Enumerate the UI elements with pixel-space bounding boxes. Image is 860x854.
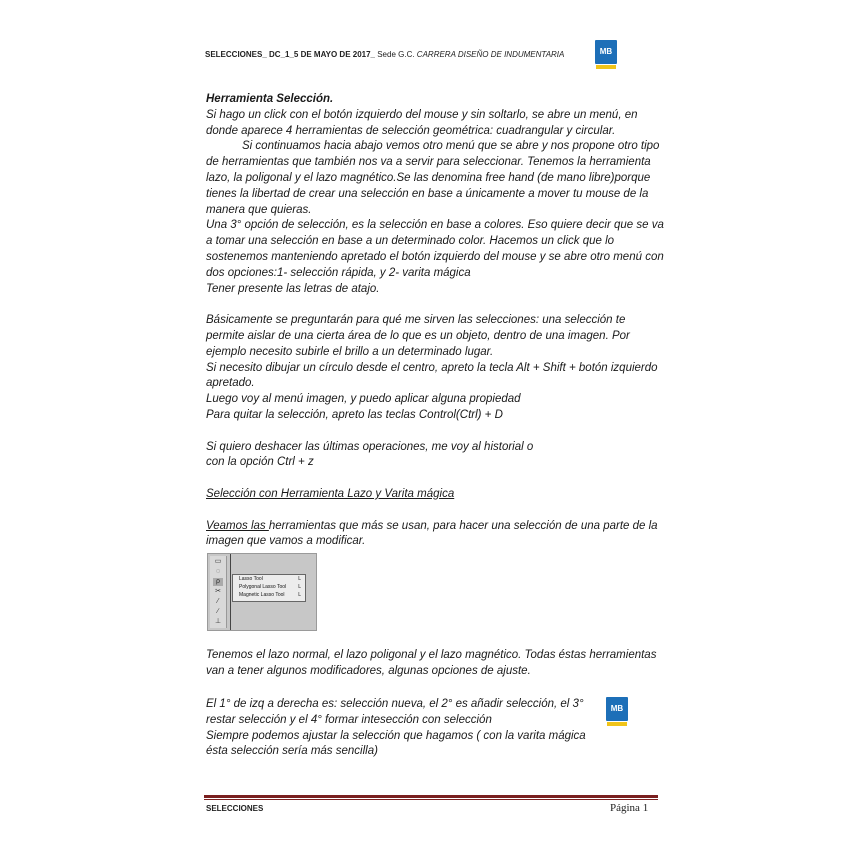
paragraph: Luego voy al menú imagen, y puedo aplicar alguna propiedad: [206, 393, 521, 406]
logo-badge: MB: [595, 40, 617, 64]
page-number: Página 1: [610, 802, 649, 814]
logo-stripe: [596, 65, 616, 69]
document-body-2: [206, 648, 666, 695]
footer-rule-thin: [204, 799, 658, 800]
page-header: [205, 50, 564, 59]
paragraph: Si quiero deshacer las últimas operaciones, me voy al historial o: [206, 440, 534, 453]
wand-icon: ⁄: [217, 598, 219, 605]
paragraph: con la opción Ctrl + z: [206, 456, 314, 469]
header-title: SELECCIONES_ DC_1_5 DE MAYO DE 2017_: [205, 50, 375, 59]
section-title: Herramienta Selección.: [206, 93, 334, 105]
header-career: CARRERA DISEÑO DE INDUMENTARIA: [416, 50, 565, 59]
paragraph: Básicamente se preguntarán para qué me sirven las selecciones: una selección te permite aislar de una cierta área de lo que es un objeto, dentro de una imagen. Por ejemplo necesito subirle el brillo a un determinado lugar.: [206, 314, 630, 358]
move-icon: ▭: [214, 558, 222, 565]
header-sede: Sede G.C.: [375, 50, 417, 59]
menu-item-lasso: Lasso Tool L: [239, 576, 301, 582]
paragraph: Siempre podemos ajustar la selección que hagamos ( con la varita mágica ésta selección sería más sencilla): [206, 729, 586, 758]
marquee-icon: ◌: [215, 568, 221, 575]
footer-title: SELECCIONES: [206, 804, 264, 813]
menu-item-polygonal-lasso: Polygonal Lasso Tool L: [239, 584, 301, 590]
paragraph: Tenemos el lazo normal, el lazo poligonal y el lazo magnético. Todas éstas herramientas van a tener algunos modificadores, algunas opciones de ajuste.: [206, 649, 657, 677]
footer-rule: [204, 795, 658, 798]
lasso-flyout-menu: [232, 574, 306, 602]
paragraph: Si necesito dibujar un círculo desde el centro, apreto la tecla Alt + Shift + botón izquierdo apretado.: [206, 361, 658, 390]
paragraph-rest: herramientas que más se usan, para hacer una selección de una parte de la imagen que vamos a modificar.: [206, 519, 658, 548]
toolbar-strip: [210, 556, 227, 628]
document-body-3: [206, 697, 591, 760]
paragraph: Tener presente las letras de atajo.: [206, 282, 380, 295]
panel-divider: [230, 554, 231, 630]
paragraph: Si continuamos hacia abajo vemos otro menú que se abre y nos propone otro tipo de herramientas que también nos va a servir para seleccionar. Tenemos la herramienta lazo, la poligonal y el lazo magnético.Se las denomina free hand (de mano libre)porque tienes la libertad de crear una selección en base a únicamente a mover tu mouse de la manera que quieras.: [206, 140, 660, 216]
crop-icon: ✂: [215, 588, 221, 595]
paragraph: Si hago un click con el botón izquierdo del mouse y sin soltarlo, se abre un menú, en donde aparece 4 herramientas de selección geométrica: cuadrangular y circular.: [206, 108, 638, 137]
lasso-icon: ρ: [213, 578, 223, 586]
menu-item-magnetic-lasso: Magnetic Lasso Tool L: [239, 592, 301, 598]
paragraph: El 1° de izq a derecha es: selección nueva, el 2° es añadir selección, el 3° restar selección y el 4° formar intesección con selección: [206, 698, 584, 726]
paragraph: Una 3° opción de selección, es la selección en base a colores. Eso quiere decir que se va a tomar una selección en base a un determinado color. Hacemos un click que lo sostenemos manteniendo apretado el botón izquierdo del mouse y se abre otro menú con dos opciones:1- selección rápida, y 2- varita mágica: [206, 219, 664, 279]
underlined-phrase: Veamos las: [206, 519, 269, 532]
paragraph: [206, 519, 666, 551]
paragraph: Para quitar la selección, apreto las teclas Control(Ctrl) + D: [206, 408, 503, 421]
logo-badge-small: MB: [606, 697, 628, 721]
section-subtitle: Selección con Herramienta Lazo y Varita mágica: [206, 487, 455, 500]
brush-icon: ∕: [217, 608, 219, 615]
logo-stripe-small: [607, 722, 627, 726]
document-body: [206, 92, 666, 550]
lasso-tool-screenshot: [207, 553, 317, 631]
stamp-icon: ⊥: [214, 618, 222, 625]
